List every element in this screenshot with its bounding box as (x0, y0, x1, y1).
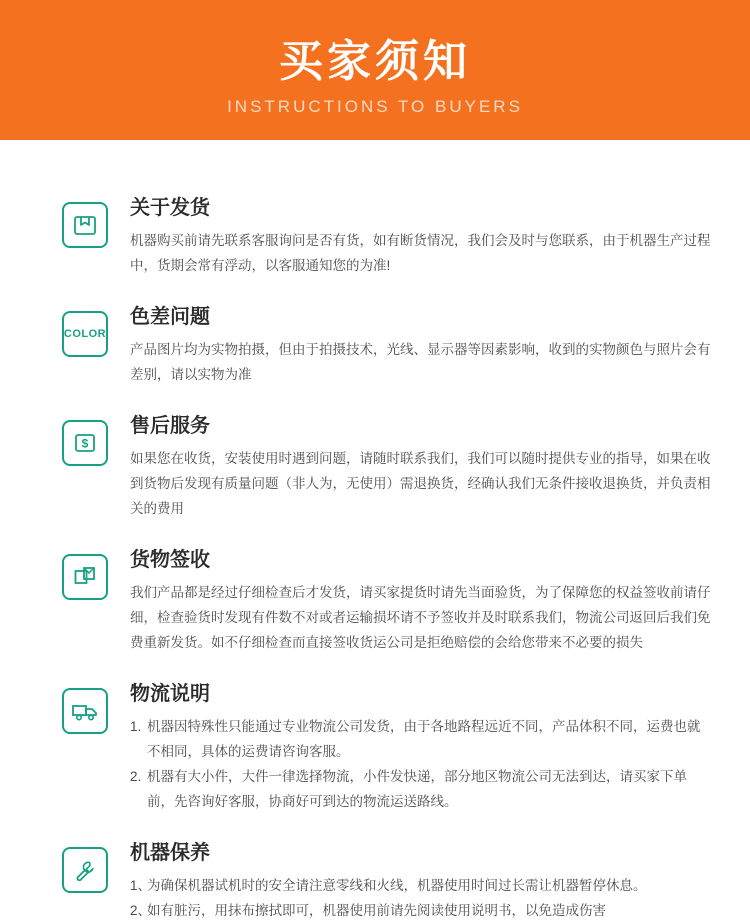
color-icon-label: COLOR (63, 327, 107, 340)
section-list (130, 715, 712, 815)
list-item-text: 如有脏污，用抹布擦拭即可，机器使用前请先阅读使用说明书，以免造成伤害 (147, 902, 606, 918)
section-goods-acceptance (62, 548, 712, 656)
money-service-icon (62, 420, 108, 466)
list-item (130, 899, 712, 924)
section-maintenance (62, 841, 712, 924)
section-body (130, 414, 712, 522)
section-paragraph: 机器购买前请先联系客服询问是否有货，如有断货情况，我们会及时与您联系，由于机器生产过程中，货期会常有浮动，以客服通知您的为准! (130, 233, 711, 273)
section-logistics (62, 682, 712, 815)
list-item-number: 1. (130, 718, 142, 734)
page-header (0, 0, 750, 140)
list-item-text: 为确保机器试机时的安全请注意零线和火线，机器使用时间过长需让机器暂停休息。 (147, 877, 647, 893)
section-title: 机器保养 (130, 841, 210, 864)
section-list (130, 874, 712, 924)
color-swatch-icon (62, 311, 108, 357)
section-title: 关于发货 (130, 197, 210, 219)
list-item (130, 765, 712, 815)
section-shipping (62, 196, 712, 279)
section-title: 售后服务 (130, 414, 210, 437)
section-body (130, 682, 712, 815)
logistics-truck-icon (62, 688, 108, 734)
list-item (130, 874, 712, 899)
section-body (130, 548, 712, 656)
list-item-number: 2. (130, 768, 142, 784)
section-title: 货物签收 (130, 548, 210, 571)
delivery-signature-icon (62, 554, 108, 600)
list-item-number: 2、 (130, 902, 152, 918)
list-item (130, 715, 712, 765)
list-item-number: 1、 (130, 877, 152, 893)
package-box-icon (62, 202, 108, 248)
page-subtitle: INSTRUCTIONS TO BUYERS (227, 97, 523, 117)
section-body (130, 196, 712, 279)
section-paragraph: 如果您在收货，安装使用时遇到问题，请随时联系我们，我们可以随时提供专业的指导，如果在收到货物后发现有质量问题（非人为，无使用）需退换货，经确认我们无条件接收退换货，并负责相关的费用 (130, 450, 711, 516)
svg-text:$: $ (81, 436, 89, 451)
list-item-text: 机器有大小件，大件一律选择物流，小件发快递，部分地区物流公司无法到达，请买家下单前，先咨询好客服，协商好可到达的物流运送路线。 (147, 768, 687, 809)
section-body (130, 841, 712, 924)
section-color-difference (62, 305, 712, 388)
section-paragraph: 我们产品都是经过仔细检查后才发货，请买家提货时请先当面验货，为了保障您的权益签收前请仔细，检查验货时发现有件数不对或者运输损坏请不予签收并及时联系我们，物流公司返回后我们免费重新发货。如不仔细检查而直接签收货运公司是拒绝赔偿的会给您带来不必要的损失 (130, 584, 711, 650)
section-title: 色差问题 (130, 305, 210, 328)
page-title: 买家须知 (279, 36, 471, 86)
sections-container (0, 140, 750, 924)
list-item-text: 机器因特殊性只能通过专业物流公司发货，由于各地路程远近不同，产品体积不同，运费也就不相同，具体的运费请咨询客服。 (147, 718, 701, 759)
wrench-maintenance-icon (62, 847, 108, 893)
section-after-sales (62, 414, 712, 522)
section-paragraph: 产品图片均为实物拍摄，但由于拍摄技术，光线、显示器等因素影响，收到的实物颜色与照片会有差别，请以实物为准 (130, 341, 711, 382)
section-title: 物流说明 (130, 682, 210, 705)
section-body (130, 305, 712, 388)
